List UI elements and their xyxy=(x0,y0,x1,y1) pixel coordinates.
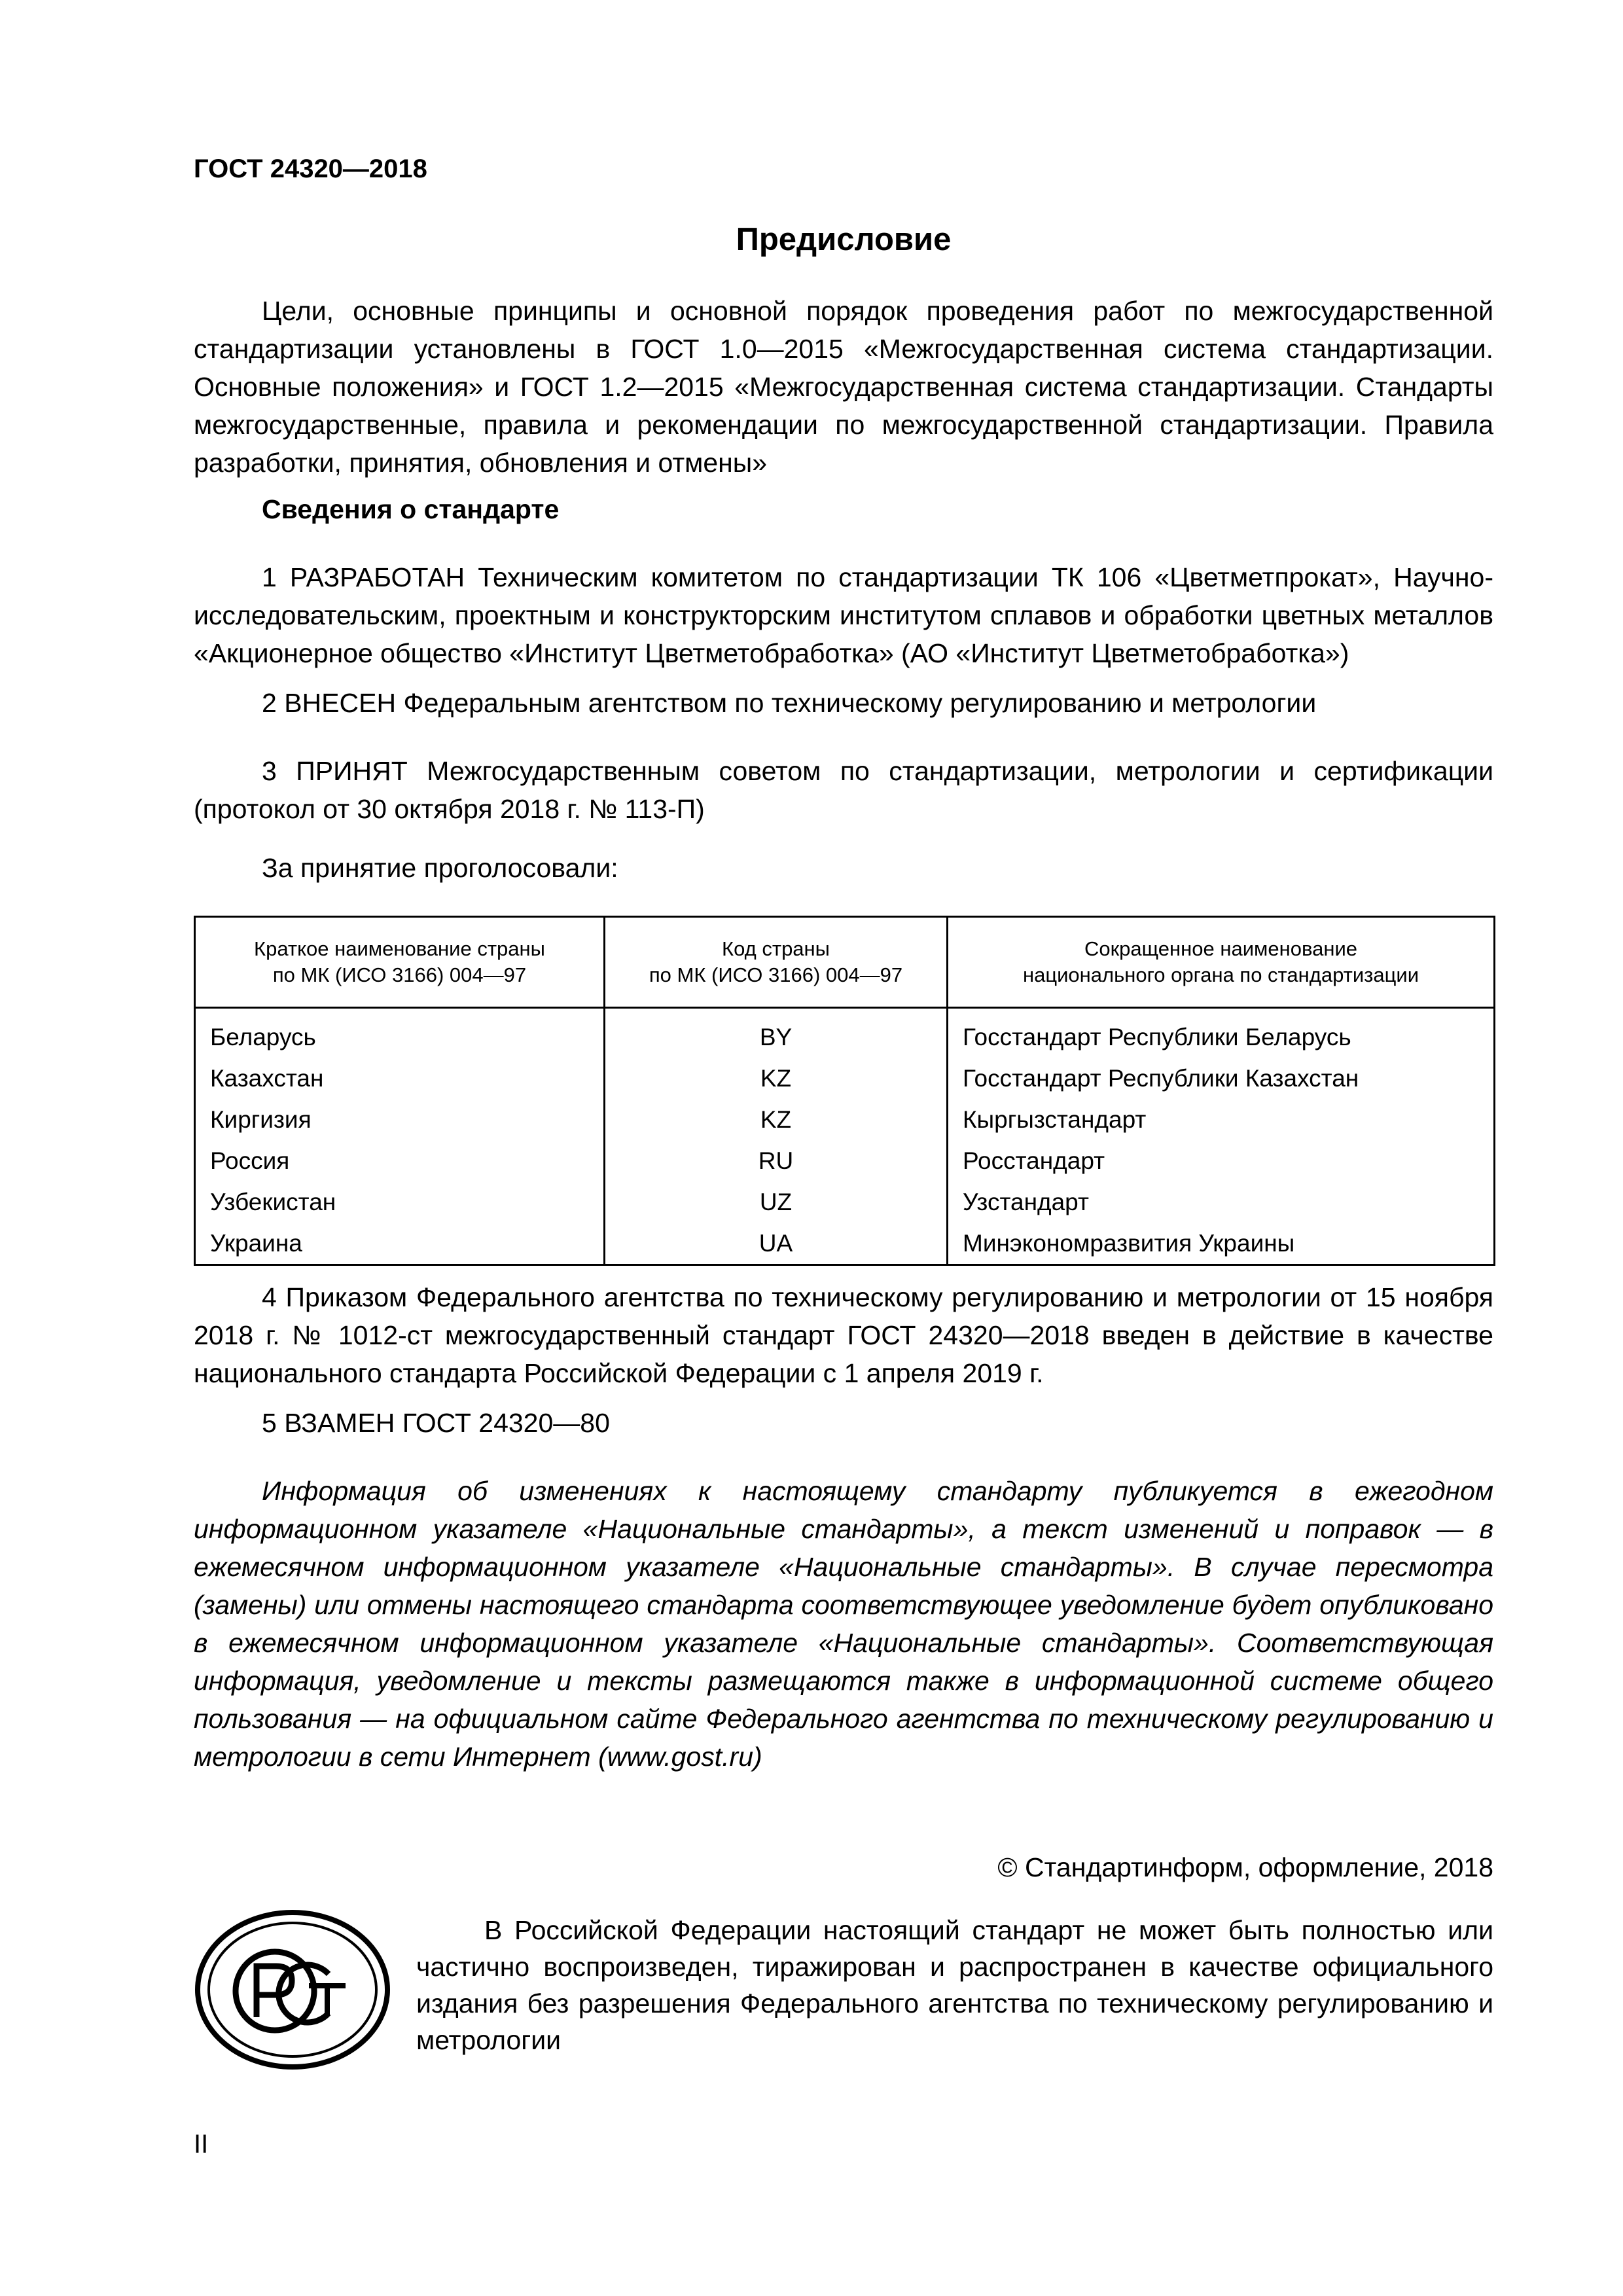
cell-code: UZ xyxy=(605,1181,948,1223)
cell-body: Госстандарт Республики Беларусь xyxy=(948,1008,1495,1058)
table-row xyxy=(195,1181,1495,1223)
cell-code: RU xyxy=(605,1140,948,1181)
cell-body: Госстандарт Республики Казахстан xyxy=(948,1058,1495,1099)
copyright: © Стандартинформ, оформление, 2018 xyxy=(997,1852,1493,1882)
table-row xyxy=(195,1099,1495,1140)
cell-code: BY xyxy=(605,1008,948,1058)
table-header-body xyxy=(948,917,1495,1008)
rst-logo-icon xyxy=(194,1909,391,2071)
table-header-code-line2: по МК (ИСО 3166) 004—97 xyxy=(649,963,903,986)
cell-body: Минэкономразвития Украины xyxy=(948,1223,1495,1265)
voting-table xyxy=(194,916,1495,1266)
cell-country: Киргизия xyxy=(195,1099,605,1140)
cell-country: Узбекистан xyxy=(195,1181,605,1223)
table-row xyxy=(195,1223,1495,1265)
cell-country: Казахстан xyxy=(195,1058,605,1099)
table-row xyxy=(195,1140,1495,1181)
cell-code: KZ xyxy=(605,1058,948,1099)
table-header-body-line1: Сокращенное наименование xyxy=(1084,937,1358,960)
item-5-replaces: 5 ВЗАМЕН ГОСТ 24320—80 xyxy=(262,1408,610,1438)
table-header-country xyxy=(195,917,605,1008)
item-1-developed: 1 РАЗРАБОТАН Техническим комитетом по стандартизации ТК 106 «Цветметпрокат», Научно-исследовательским, проектным и конструкторским институтом сплавов и обработки цветных металлов «Акционерное общество «Институт Цветметобработка» (АО «Институт Цветметобработка») xyxy=(194,562,1493,668)
table-header-country-line1: Краткое наименование страны xyxy=(254,937,545,960)
cell-body: Кыргызстандарт xyxy=(948,1099,1495,1140)
copyright-notice: В Российской Федерации настоящий стандарт не может быть полностью или частично воспроизведен, тиражирован и распространен в качестве официального издания без разрешения Федерального агентства по техническому регулированию и метрологии xyxy=(416,1915,1493,2055)
item-2-introduced: 2 ВНЕСЕН Федеральным агентством по техническому регулированию и метрологии xyxy=(262,688,1317,718)
item-3-adopted: 3 ПРИНЯТ Межгосударственным советом по стандартизации, метрологии и сертификации (протокол от 30 октября 2018 г. № 113-П) xyxy=(194,756,1493,824)
table-header-country-line2: по МК (ИСО 3166) 004—97 xyxy=(272,963,527,986)
cell-code: KZ xyxy=(605,1099,948,1140)
table-header-row xyxy=(195,917,1495,1008)
page-number: II xyxy=(194,2130,209,2159)
cell-body: Росстандарт xyxy=(948,1140,1495,1181)
item-3-vote-label: За принятие проголосовали: xyxy=(262,853,618,883)
page-title: Предисловие xyxy=(736,222,952,257)
document-code: ГОСТ 24320—2018 xyxy=(194,154,427,183)
intro-paragraph: Цели, основные принципы и основной порядок проведения работ по межгосударственной стандартизации установлены в ГОСТ 1.0—2015 «Межгосударственная система стандартизации. Основные положения» и ГОСТ 1.2—2015 «Межгосударственная система стандартизации. Стандарты межгосударственные, правила и рекомендации по межгосударственной стандартизации. Правила разработки, принятия, обновления и отмены» xyxy=(194,296,1493,478)
table-header-code-line1: Код страны xyxy=(722,937,830,960)
cell-country: Россия xyxy=(195,1140,605,1181)
cell-country: Беларусь xyxy=(195,1008,605,1058)
table-header-code xyxy=(605,917,948,1008)
info-note: Информация об изменениях к настоящему стандарту публикуется в ежегодном информационном указателе «Национальные стандарты», а текст изменений и поправок — в ежемесячном информационном указателе «Национальные стандарты». В случае пересмотра (замены) или отмены настоящего стандарта соответствующее уведомление будет опубликовано в ежемесячном информационном указателе «Национальные стандарты». Соответствующая информация, уведомление и тексты размещаются также в информационной системе общего пользования — на официальном сайте Федерального агентства по техническому регулированию и метрологии в сети Интернет (www.gost.ru) xyxy=(194,1476,1493,1772)
table-row xyxy=(195,1008,1495,1058)
cell-code: UA xyxy=(605,1223,948,1265)
table-row xyxy=(195,1058,1495,1099)
item-4-order: 4 Приказом Федерального агентства по техническому регулированию и метрологии от 15 ноября 2018 г. № 1012-ст межгосударственный стандарт ГОСТ 24320—2018 введен в действие в качестве национального стандарта Российской Федерации с 1 апреля 2019 г. xyxy=(194,1282,1493,1388)
table-header-body-line2: национального органа по стандартизации xyxy=(1022,963,1419,986)
cell-country: Украина xyxy=(195,1223,605,1265)
section-heading: Сведения о стандарте xyxy=(262,494,560,524)
cell-body: Узстандарт xyxy=(948,1181,1495,1223)
